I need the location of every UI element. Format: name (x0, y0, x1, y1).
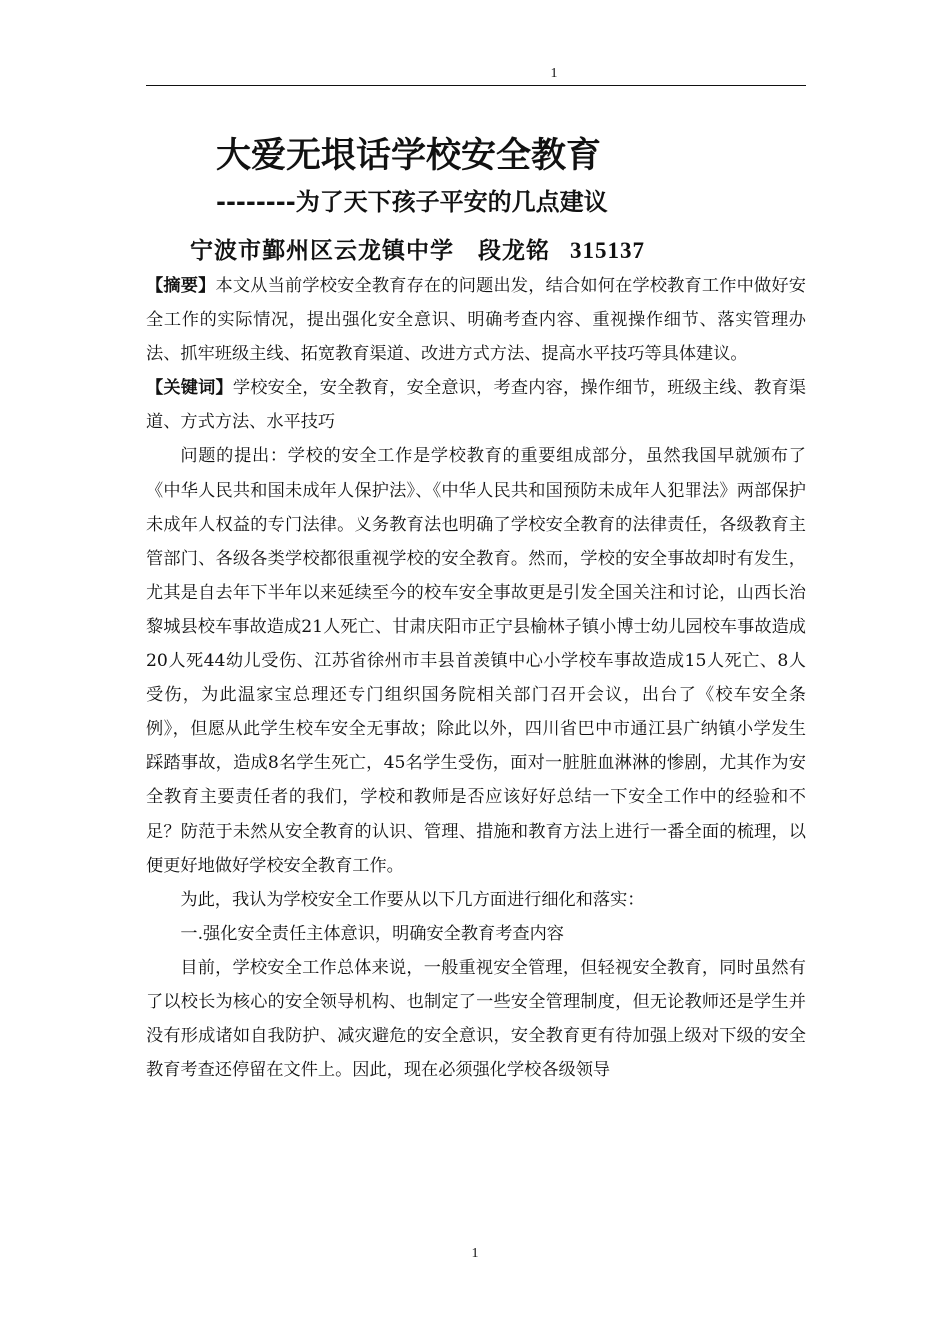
article-title: 大爱无垠话学校安全教育 (216, 136, 602, 176)
author-affiliation: 宁波市鄞州区云龙镇中学 段龙铭 (190, 237, 550, 264)
keywords-label: 【关键词】 (146, 378, 233, 399)
paragraph-intro: 为此，我认为学校安全工作要从以下几方面进行细化和落实： (180, 889, 645, 910)
header-page-number: 1 (550, 66, 558, 81)
keywords (146, 371, 806, 439)
paragraph-problem: 问题的提出：学校的安全工作是学校教育的重要组成部分，虽然我国早就颁布了《中华人民共和国未成年人保护法》、《中华人民共和国预防未成年人犯罪法》两部保护未成年人权益的专门法律。义务教育法也明确了学校安全教育的法律责任，各级教育主管部门、各级各类学校都很重视学校的安全教育。然而，学校的安全事故却时有发生，尤其是自去年下半年以来延续至今的校车安全事故更是引发全国关注和讨论，山西长治黎城县校车事故造成21人死亡、甘肃庆阳市正宁县榆林子镇小博士幼儿园校车事故造成20人死44幼儿受伤、江苏省徐州市丰县首羡镇中心小学校车事故造成15人死亡、8人受伤，为此温家宝总理还专门组织国务院相关部门召开会议，出台了《校车安全条例》，但愿从此学生校车安全无事故；除此以外，四川省巴中市通江县广纳镇小学发生踩踏事故，造成8名学生死亡，45名学生受伤，面对一脏脏血淋淋的惨剧，尤其作为安全教育主要责任者的我们，学校和教师是否应该好好总结一下安全工作中的经验和不足？防范于未然从安全教育的认识、管理、措施和教育方法上进行一番全面的梳理，以便更好地做好学校安全教育工作。 (146, 446, 806, 876)
abstract-label: 【摘要】 (146, 276, 216, 296)
abstract-text: 本文从当前学校安全教育存在的问题出发，结合如何在学校教育工作中做好安全工作的实际情况，提出强化安全意识、明确考查内容、重视操作细节、落实管理办法、抓牢班级主线、拓宽教育渠道、改进方式方法、提高水平技巧等具体建议。 (146, 276, 806, 365)
section-heading-1: 一.强化安全责任主体意识，明确安全教育考查内容 (180, 923, 564, 944)
footer-page-number: 1 (471, 1246, 479, 1261)
postcode: 315137 (570, 238, 645, 263)
document-body (146, 269, 806, 1087)
header-rule (146, 85, 806, 86)
keywords-text: 学校安全，安全教育，安全意识，考查内容，操作细节，班级主线、教育渠道、方式方法、水平技巧 (146, 378, 806, 433)
article-subtitle: --------为了天下孩子平安的几点建议 (216, 188, 608, 216)
author-line (190, 232, 645, 265)
paragraph-section-1: 目前，学校安全工作总体来说，一般重视安全管理，但轻视安全教育，同时虽然有了以校长为核心的安全领导机构、也制定了一些安全管理制度，但无论教师还是学生并没有形成诸如自我防护、减灾避危的安全意识，安全教育更有待加强上级对下级的安全教育考查还停留在文件上。因此，现在必须强化学校各级领导 (146, 957, 806, 1081)
abstract (146, 269, 806, 371)
